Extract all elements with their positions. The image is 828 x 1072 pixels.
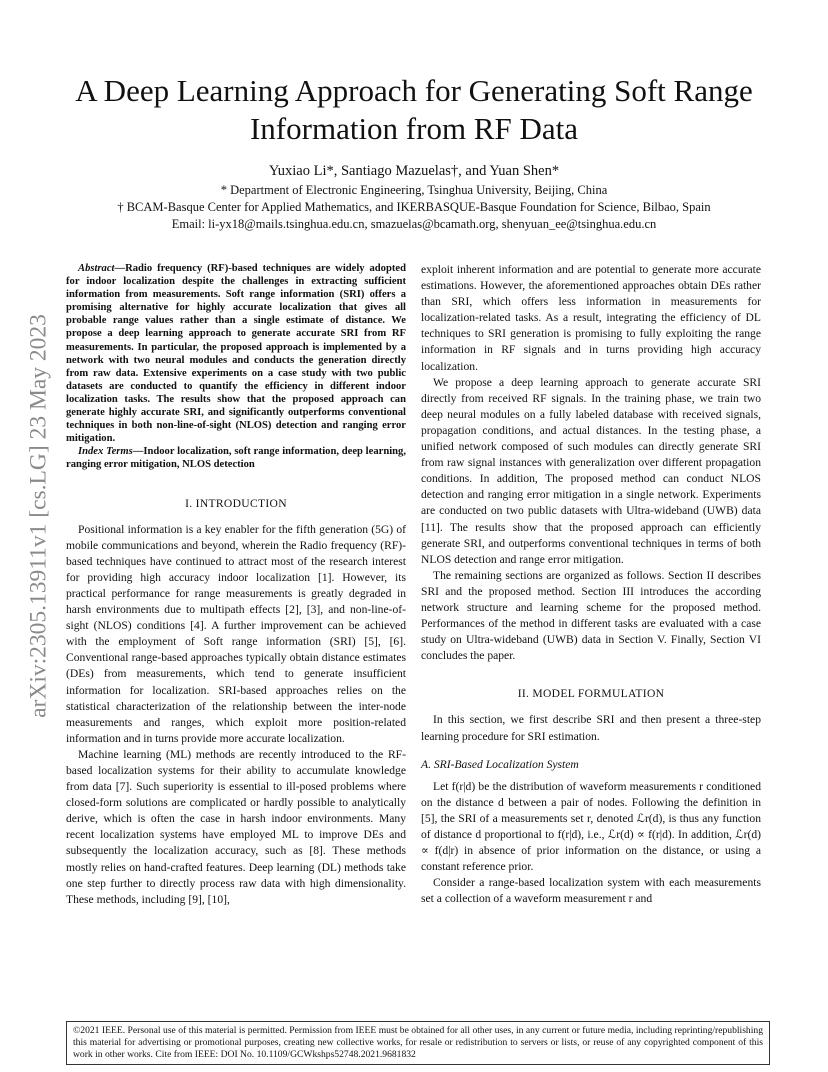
index-terms-label: Index Terms <box>78 446 133 458</box>
abstract-label: Abstract <box>78 263 115 274</box>
section-heading-model-formulation: II. MODEL FORMULATION <box>517 687 665 701</box>
intro-paragraph-3: exploit inherent information and are potential to generate more accurate estimations. However, the aforementioned approaches obtain DEs rather than SRI, which offers less information in measurements for localization-related tasks. As a result, integrating the efficiency of DL techniques to SRI generation is promising to fully exploiting the range information in RF signals and in turns providing high accuracy localization. <box>421 263 761 373</box>
subsection-heading-a: A. SRI-Based Localization System <box>421 757 579 771</box>
arxiv-identifier: arXiv:2305.13911v1 [cs.LG] 23 May 2023 <box>25 314 52 718</box>
right-column <box>421 262 761 907</box>
affiliation-tsinghua: * Department of Electronic Engineering, Tsinghua University, Beijing, China <box>220 183 608 197</box>
arxiv-stamp <box>22 276 56 756</box>
intro-paragraph-1: Positional information is a key enabler for the fifth generation (5G) of mobile communications and beyond, wherein the Radio frequency (RF)-based techniques have continued to attract most of the research interest for providing high accuracy indoor localization [1]. However, its practical performance for range measurements is greatly degraded in harsh environments due to multipath effects [2], [3], and non-line-of-sight (NLOS) conditions [4]. A further improvement can be achieved with the employment of Soft range information (SRI) [5], [6]. Conventional range-based approaches typically obtain distance estimates (DEs) from measurements, which tend to generate insufficient information for localization. SRI-based approaches relies on the statistical characterization of the relationship between the inter-node measurements and ranges, which exploit more position-related information and in turns provide more accurate localization. <box>66 522 406 745</box>
model-paragraph-2: Let f(r|d) be the distribution of waveform measurements r conditioned on the distance d between a pair of nodes. Following the definition in [5], the SRI of a measurements set r, denoted ℒr(d), is thus any function of distance d proportional to f(r|d), i.e., ℒr(d) ∝ f(r|d). In addition, ℒr(d) ∝ f(d|r) in absence of prior information on the distance, or using a constant reference prior. <box>421 779 761 874</box>
index-terms-text: —Indoor localization, soft range information, deep learning, ranging error mitigation, NLOS detection <box>66 446 406 471</box>
copyright-notice: ©2021 IEEE. Personal use of this material is permitted. Permission from IEEE must be obtained for all other uses, in any current or future media, including reprinting/republishing this material for advertising or promotional purposes, creating new collective works, for resale or redistribution to servers or lists, or reuse of any copyrighted component of this work in other works. Cite from IEEE: DOI No. 10.1109/GCWkshps52748.2021.9681832 <box>66 1021 770 1065</box>
intro-paragraph-2: Machine learning (ML) methods are recently introduced to the RF-based localization systems for their ability to accumulate knowledge from data [7]. Such superiority is essential to ill-posed problems where closed-form solutions are complicated or hardly possible to analytically derive, which is often the case in harsh indoor environments. Many recent localization systems have employed ML to improve DEs and subsequently the localization accuracy, such as [8]. These methods mostly relies on hand-crafted features. Deep learning (DL) methods take one step further to directly process raw data with high dimensionality. These methods, including [9], [10], <box>66 747 406 906</box>
affiliation-bcam: † BCAM-Basque Center for Applied Mathematics, and IKERBASQUE-Basque Foundation for Science, Bilbao, Spain <box>117 200 711 214</box>
abstract <box>66 262 406 445</box>
author-emails: Email: li-yx18@mails.tsinghua.edu.cn, smazuelas@bcamath.org, shenyuan_ee@tsinghua.edu.cn <box>171 217 657 231</box>
index-terms <box>66 445 406 471</box>
abstract-text: —Radio frequency (RF)-based techniques are widely adopted for indoor localization despite the challenges in extracting sufficient information from measurements. Soft range information (SRI) offers a promising alternative for highly accurate localization that gives all probable range values rather than a single estimate of distance. We propose a deep learning approach to generate accurate SRI from RF measurements. In particular, the proposed approach is implemented by a network with two neural modules and conducts the generation directly from raw data. Extensive experiments on a case study with two public datasets are conducted to quantify the efficiency in different indoor localization tasks. The results show that the proposed approach can generate highly accurate SRI, and significantly outperforms conventional techniques in both non-line-of-sight (NLOS) detection and ranging error mitigation. <box>66 263 406 445</box>
model-paragraph-3: Consider a range-based localization system with each measurements set a collection of a waveform measurement r and <box>421 876 761 906</box>
section-heading-introduction: I. INTRODUCTION <box>185 496 287 510</box>
intro-paragraph-5: The remaining sections are organized as follows. Section II describes SRI and the proposed method. Section III introduces the according network structure and learning scheme for the proposed method. Performances of the method in different tasks are evaluated with a case study on Ultra-wideband (UWB) data in Section V. Finally, Section VI concludes the paper. <box>421 568 761 663</box>
author-list: Yuxiao Li*, Santiago Mazuelas†, and Yuan Shen* <box>268 163 560 179</box>
paper-title: A Deep Learning Approach for Generating Soft Range Information from RF Data <box>75 73 753 146</box>
intro-paragraph-4: We propose a deep learning approach to generate accurate SRI directly from received RF signals. In the training phase, we train two deep neural modules on a fully labeled database with received signals, propagation conditions, and actual distances. In the testing phase, a unified network composed of such modules can directly generate SRI from raw signal instances with generalization over different propagation conditions. In addition, The proposed method can conduct NLOS detection and ranging error mitigation in a single network. Experiments are conducted on two public datasets with Ultra-wideband (UWB) data [11]. The results show that the proposed approach can efficiently generate SRI, and outperforms conventional techniques in terms of both NLOS detection and range error mitigation. <box>421 375 761 566</box>
left-column <box>66 262 406 908</box>
model-paragraph-1: In this section, we first describe SRI and then present a three-step learning procedure for SRI estimation. <box>421 713 761 743</box>
